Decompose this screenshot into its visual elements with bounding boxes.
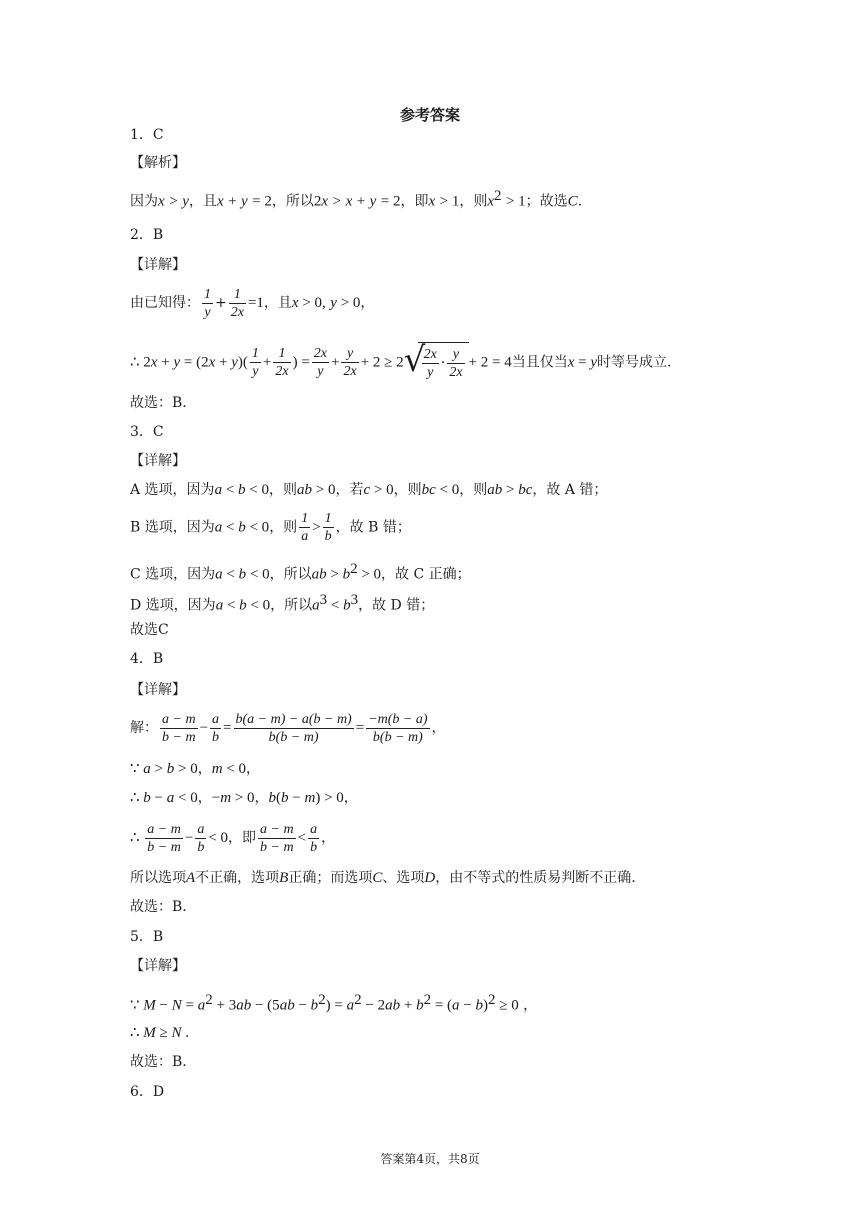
q5-line-1: ∵ $M - N = a^2 + 3ab - (5ab - b^2) = a^2 - 2ab + b^2 = (a - b)^2 \ge 0$ ， (130, 992, 538, 1014)
q3-conclusion: 故选C (130, 622, 169, 638)
q3-option-d: D 选项，因为a < b < 0，所以$a^3 < b^3$，故 D 错； (130, 592, 435, 614)
q3-number: 3．C (130, 424, 164, 440)
q2-label: 【详解】 (130, 257, 186, 273)
q3-option-a: A 选项，因为a < b < 0，则ab > 0，若c > 0，则bc < 0，则ab > bc，故 A 错； (130, 482, 608, 498)
q4-line-1: 解： $\frac{a - m}{b - m}$ − $\frac{a}{b}$ = $\frac{b(a - m) - a(b - m)}{b(b - m)}$ = $\frac{-m(b - a)}{b(b - m)}$ ， (130, 711, 446, 745)
q1-number: 1．C (130, 127, 164, 143)
q1-text: 因为x > y，且x + y = 2，所以2x > x + y = 2，即x > 1，则$x^2 > 1$；故选C. (130, 188, 583, 210)
q4-line-4: ∴ $\frac{a - m}{b - m}$ − $\frac{a}{b}$ < 0，即 $\frac{a - m}{b - m}$ < $\frac{a}{b}$ ， (130, 821, 336, 855)
q2-number: 2．B (130, 227, 164, 243)
q5-label: 【详解】 (130, 958, 186, 974)
q3-option-c: C 选项，因为a < b < 0，所以ab > $b^2 > 0$，故 C 正确； (130, 561, 471, 583)
q2-conclusion: 故选：B. (130, 395, 187, 411)
q1-label: 【解析】 (130, 155, 186, 171)
q4-line-3: ∴ b − a < 0，−m > 0，b(b − m) > 0， (130, 790, 358, 806)
page-footer: 答案第4页，共8页 (380, 1152, 480, 1166)
q6-number: 6．D (130, 1084, 165, 1100)
q2-given: 由已知得： $\frac{1}{y}$ + $\frac{1}{2x}$ =1，且x > 0, y > 0， (130, 286, 375, 320)
q4-number: 4．B (130, 651, 164, 667)
q3-label: 【详解】 (130, 453, 186, 469)
q2-derivation: ∴ 2x + y = (2x + y)( $\frac{1}{y}$ + $\frac{1}{2x}$ ) = $\frac{2x}{y}$ + $\frac{y}{2x}$ + 2 ≥ 2 √ $\frac{2x}{y}$ · $\frac{y}{2x}$ + 2 = 4当且仅当x = y时等号成立. (130, 342, 671, 383)
q4-line-5: 所以选项A不正确，选项B正确；而选项C、选项D，由不等式的性质易判断不正确. (130, 870, 636, 886)
q5-number: 5．B (130, 929, 164, 945)
q3-option-b: B 选项，因为a < b < 0，则 $\frac{1}{a}$ > $\frac{1}{b}$ ，故 B 错； (130, 511, 411, 544)
q4-label: 【详解】 (130, 682, 186, 698)
q4-line-2: ∵ a > b > 0，m < 0， (130, 761, 261, 777)
page-title: 参考答案 (399, 106, 460, 124)
q5-line-2: ∴ M ≥ N . (130, 1025, 190, 1041)
q4-conclusion: 故选：B. (130, 899, 187, 915)
q5-conclusion: 故选：B. (130, 1054, 187, 1070)
